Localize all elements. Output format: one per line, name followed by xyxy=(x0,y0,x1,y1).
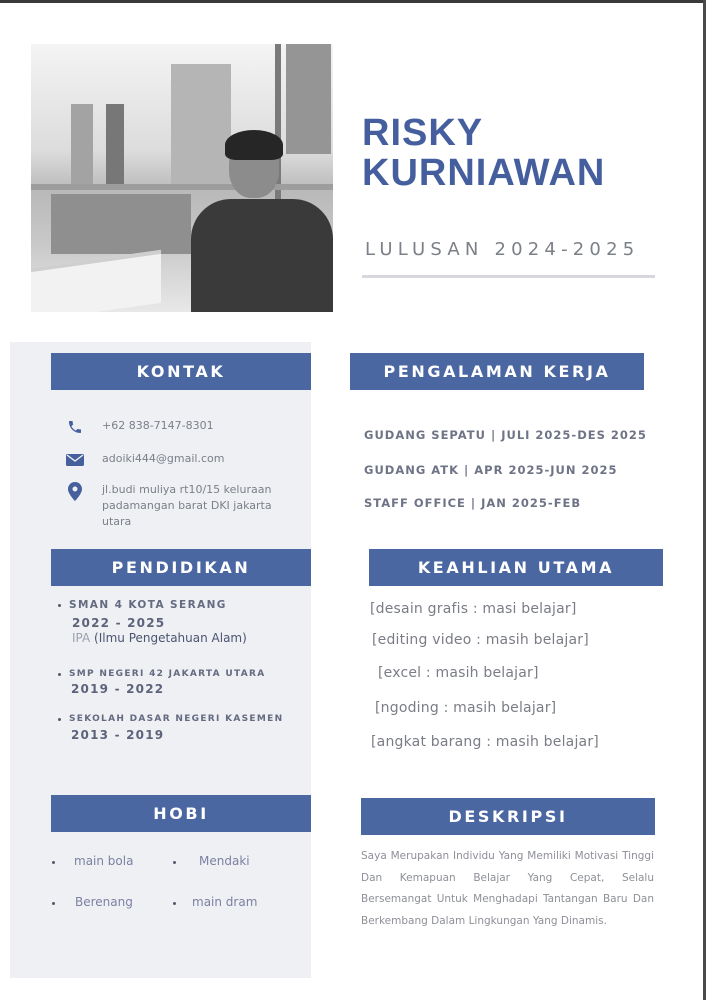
window-top-border xyxy=(0,0,706,3)
experience-item: GUDANG ATK | APR 2025-JUN 2025 xyxy=(364,463,618,477)
skill-item: [excel : masih belajar] xyxy=(378,665,539,681)
mail-icon xyxy=(65,451,85,469)
section-header-contact: KONTAK xyxy=(51,353,311,390)
graduation-subtitle: LULUSAN 2024-2025 xyxy=(365,239,640,260)
phone-number: +62 838-7147-8301 xyxy=(102,419,214,432)
home-address: jl.budi muliya rt10/15 keluraan padamangan barat DKI jakarta utara xyxy=(102,483,272,528)
education-item xyxy=(58,714,283,742)
left-sidebar-panel xyxy=(10,342,311,978)
hobby-item: main dram xyxy=(192,895,257,909)
bullet-icon xyxy=(58,604,61,607)
school-major: IPA (Ilmu Pengetahuan Alam) xyxy=(72,631,247,645)
experience-item: STAFF OFFICE | JAN 2025-FEB xyxy=(364,496,582,510)
person-hair xyxy=(225,130,283,160)
desk xyxy=(31,250,161,312)
name-line-2: KURNIAWAN xyxy=(362,152,606,194)
bullet-icon xyxy=(52,861,55,864)
contact-address xyxy=(65,482,282,530)
window-rail xyxy=(31,184,333,190)
section-header-hobbies: HOBI xyxy=(51,795,311,832)
email-address: adoiki444@gmail.com xyxy=(102,452,225,465)
school-years: 2013 - 2019 xyxy=(71,728,165,742)
experience-item: GUDANG SEPATU | JULI 2025-DES 2025 xyxy=(364,428,647,442)
name-line-1: RISKY xyxy=(362,112,484,154)
description-text: Saya Merupakan Individu Yang Memiliki Motivasi Tinggi Dan Kemapuan Belajar Yang Cepat, Selalu Bersemangat Untuk Menghadapi Tantangan Baru Dan Berkembang Dalam Lingkungan Yang Dinamis. xyxy=(361,850,654,927)
hobby-item: Mendaki xyxy=(199,854,250,868)
building-shape xyxy=(71,104,93,184)
skill-item: [desain grafis : masi belajar] xyxy=(370,601,577,617)
section-header-education: PENDIDIKAN xyxy=(51,549,311,586)
bullet-icon xyxy=(58,718,61,721)
person-name xyxy=(362,113,605,193)
bullet-icon xyxy=(58,673,61,676)
section-header-description: DESKRIPSI xyxy=(361,798,655,835)
section-header-skills: KEAHLIAN UTAMA xyxy=(369,549,663,586)
education-item xyxy=(58,599,247,645)
building-shape xyxy=(286,44,331,154)
school-years: 2022 - 2025 xyxy=(72,616,166,630)
phone-icon xyxy=(65,418,85,436)
city-below xyxy=(51,194,191,254)
profile-photo xyxy=(31,44,333,312)
skill-item: [editing video : masih belajar] xyxy=(372,632,589,648)
person-body xyxy=(191,199,333,312)
contact-email xyxy=(65,451,224,469)
skill-item: [angkat barang : masih belajar] xyxy=(371,734,599,750)
skill-item: [ngoding : masih belajar] xyxy=(375,700,557,716)
contact-phone xyxy=(65,418,214,436)
bullet-icon xyxy=(52,902,55,905)
bullet-icon xyxy=(173,861,176,864)
building-shape xyxy=(106,104,124,184)
building-shape xyxy=(171,64,231,184)
school-name: SMAN 4 KOTA SERANG xyxy=(69,599,227,611)
location-pin-icon xyxy=(65,482,85,500)
hobby-item: Berenang xyxy=(75,895,133,909)
bullet-icon xyxy=(173,902,176,905)
school-years: 2019 - 2022 xyxy=(71,682,165,696)
school-name: SMP NEGERI 42 JAKARTA UTARA xyxy=(69,669,266,679)
school-name: SEKOLAH DASAR NEGERI KASEMEN xyxy=(69,714,284,724)
education-item xyxy=(58,669,265,696)
divider xyxy=(362,275,655,278)
section-header-experience: PENGALAMAN KERJA xyxy=(350,353,644,390)
hobby-item: main bola xyxy=(74,854,133,868)
